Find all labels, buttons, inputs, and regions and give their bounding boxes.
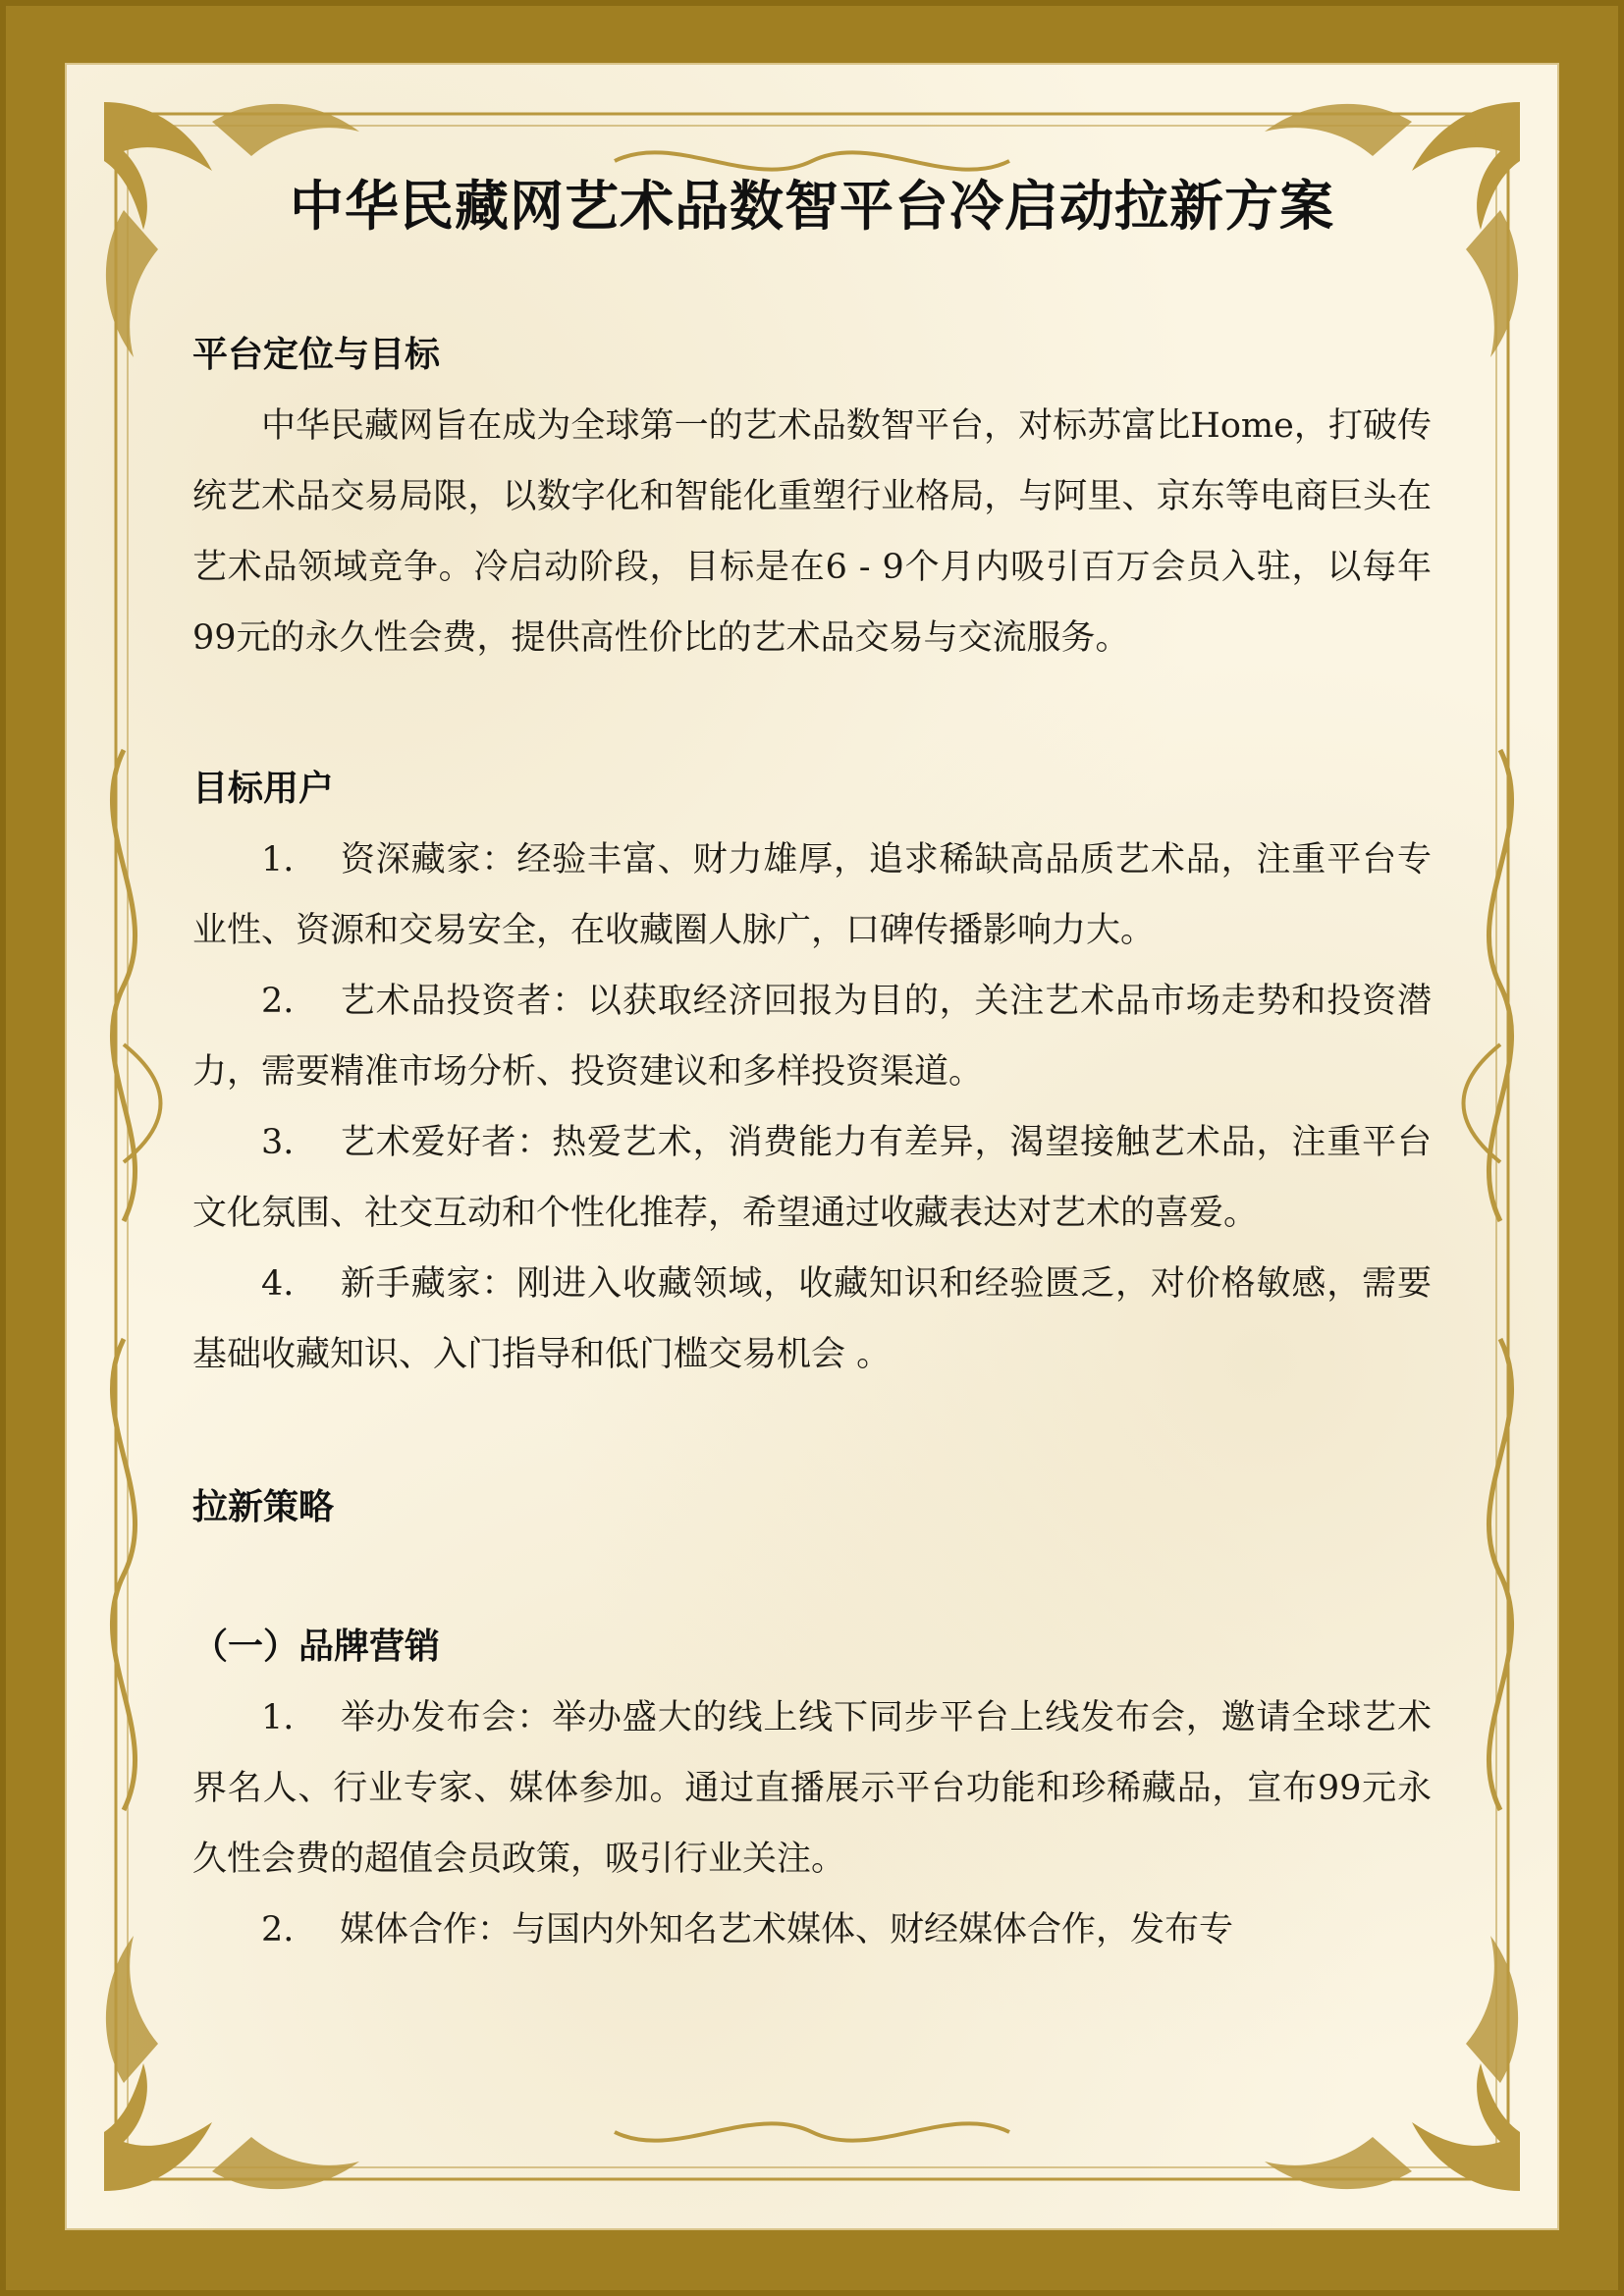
list-item-text: 艺术爱好者：热爱艺术，消费能力有差异，渴望接触艺术品，注重平台文化氛围、社交互动和个性化推荐，希望通过收藏表达对艺术的喜爱。 <box>192 1123 1432 1233</box>
list-item <box>192 966 1432 1107</box>
section-heading-target-users: 目标用户 <box>192 769 335 809</box>
list-item <box>192 1249 1432 1390</box>
document-body <box>192 165 1432 1965</box>
list-item-text: 媒体合作：与国内外知名艺术媒体、财经媒体合作，发布专 <box>340 1910 1234 1949</box>
list-item <box>192 1682 1432 1895</box>
list-item-number: 1. <box>261 840 295 880</box>
section-heading-strategy: 拉新策略 <box>192 1487 335 1527</box>
list-item <box>192 825 1432 966</box>
list-item <box>192 1107 1432 1249</box>
list-item-number: 2. <box>261 1910 295 1949</box>
list-item-text: 新手藏家：刚进入收藏领域，收藏知识和经验匮乏，对价格敏感，需要基础收藏知识、入门指导和低门槛交易机会 。 <box>192 1264 1432 1374</box>
list-item-number: 4. <box>261 1264 295 1304</box>
subheading-brand-marketing: （一）品牌营销 <box>192 1627 441 1667</box>
list-item-number: 2. <box>261 982 295 1021</box>
list-item <box>192 1895 1432 1965</box>
section-heading-positioning: 平台定位与目标 <box>192 335 441 375</box>
list-item-number: 1. <box>261 1698 295 1737</box>
list-item-text: 资深藏家：经验丰富、财力雄厚，追求稀缺高品质艺术品，注重平台专业性、资源和交易安全，在收藏圈人脉广，口碑传播影响力大。 <box>192 840 1432 950</box>
list-item-text: 艺术品投资者：以获取经济回报为目的，关注艺术品市场走势和投资潜力，需要精准市场分析、投资建议和多样投资渠道。 <box>192 982 1432 1092</box>
list-item-text: 举办发布会：举办盛大的线上线下同步平台上线发布会，邀请全球艺术界名人、行业专家、媒体参加。通过直播展示平台功能和珍稀藏品，宣布99元永久性会费的超值会员政策，吸引行业关注。 <box>192 1698 1432 1879</box>
document-title: 中华民藏网艺术品数智平台冷启动拉新方案 <box>289 174 1334 238</box>
positioning-paragraph: 中华民藏网旨在成为全球第一的艺术品数智平台，对标苏富比Home，打破传统艺术品交易局限，以数字化和智能化重塑行业格局，与阿里、京东等电商巨头在艺术品领域竞争。冷启动阶段，目标是在6 - 9个月内吸引百万会员入驻，以每年99元的永久性会费，提供高性价比的艺术品交易与交流服务。 <box>192 406 1432 658</box>
list-item-number: 3. <box>261 1123 295 1162</box>
